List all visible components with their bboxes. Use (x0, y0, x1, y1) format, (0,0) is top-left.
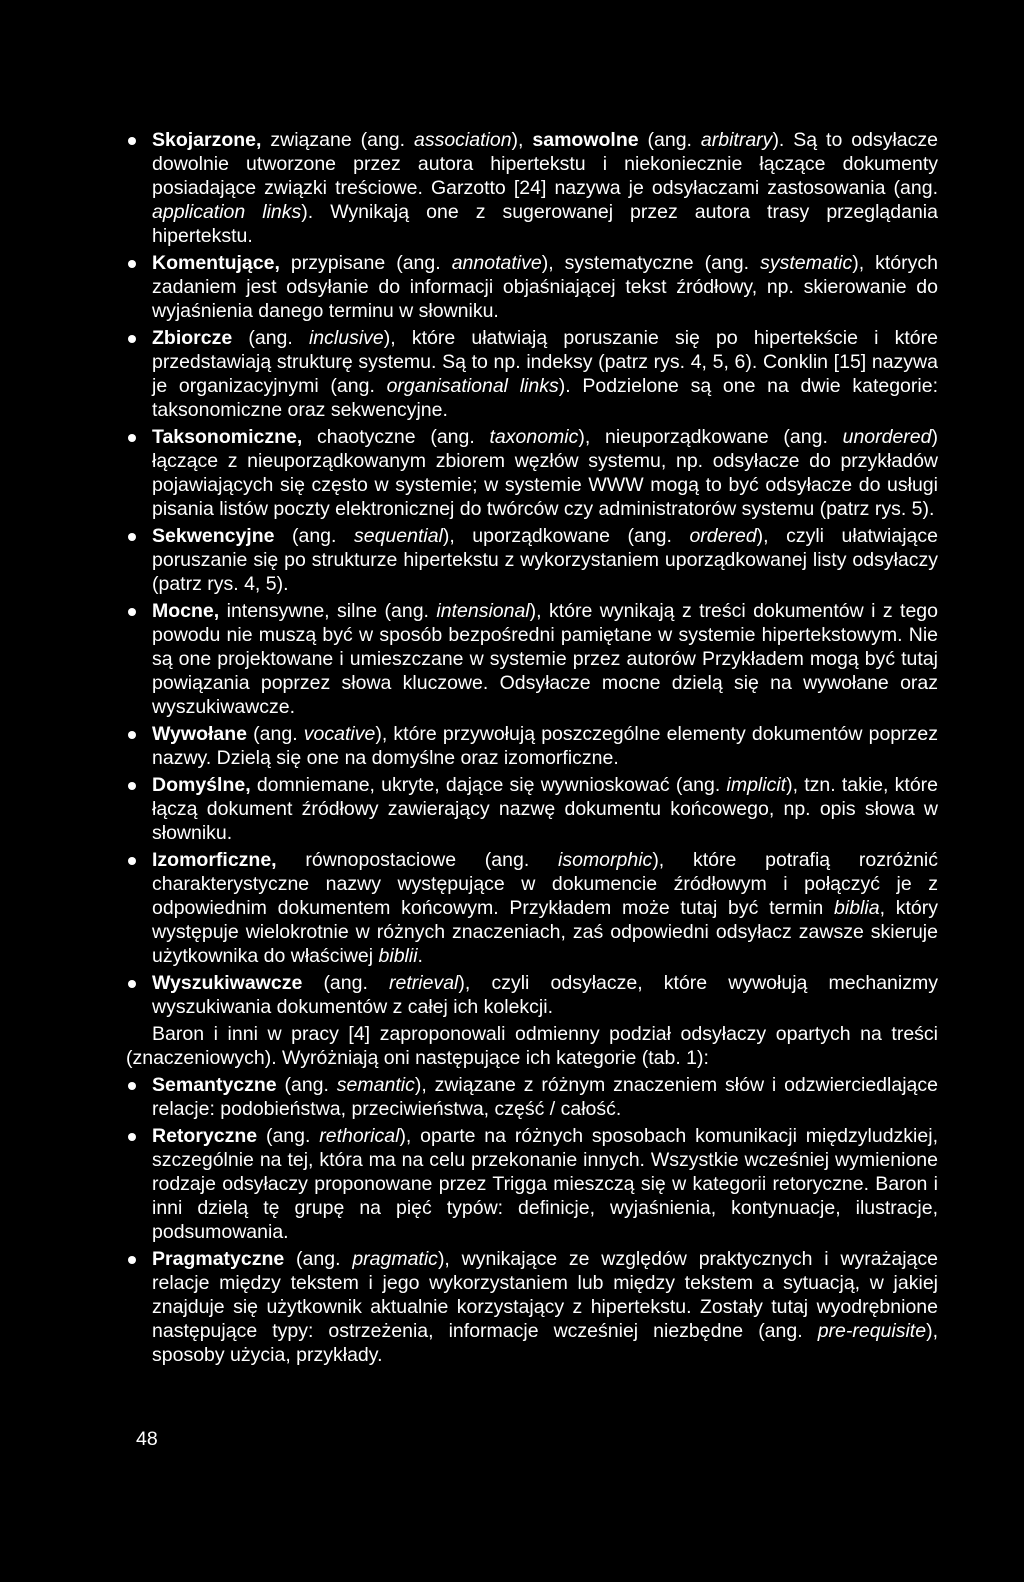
list-item-term: Taksonomiczne, (152, 426, 303, 448)
list-item (126, 773, 938, 845)
list-item-term: samowolne (532, 129, 639, 151)
english-term: arbitrary (700, 129, 773, 151)
list-item-text: ), których zadaniem jest odsyłanie do informacji objaśniającej tekst źródłowy, np. skierowanie do wyjaśnienia danego terminu w słowniku. (152, 252, 938, 322)
list-item-text: związane (ang. (261, 129, 414, 151)
english-term: systematic (760, 252, 853, 274)
list-item-text: chaotyczne (ang. (302, 426, 490, 448)
list-item-text: ), związane z różnym znaczeniem słów i odzwierciedlające relacje: podobieństwa, przeciwieństwa, część / całość. (152, 1074, 938, 1120)
list-item-text: ), nieuporządkowane (ang. (578, 426, 843, 448)
english-term: biblia (834, 897, 880, 919)
list-item (126, 971, 938, 1019)
list-item-text: ), oparte na różnych sposobach komunikacji międzyludzkiej, szczególnie na tej, która ma na celu przekonanie innych. Wszystkie wcześniej wymienione rodzaje odsyłaczy proponowane przez Trigga mieszczą się w kategorii retoryczne. Baron i inni dzielą tę grupę na pięć typów: definicje, wyjaśnienia, kontynuacje, ilustracje, podsumowania. (152, 1125, 938, 1243)
list-item-text: ), czyli ułatwiające poruszanie się po strukturze hipertekstu z wykorzystaniem uporządkowanej listy odsyłaczy (patrz rys. 4, 5). (152, 525, 938, 595)
document-body (126, 128, 938, 1370)
english-term: implicit (726, 774, 787, 796)
list-item (126, 251, 938, 323)
list-item-text: domniemane, ukryte, dające się wywnioskować (ang. (250, 774, 727, 796)
list-item-text: (ang. (257, 1125, 320, 1147)
list-item (126, 848, 938, 968)
list-item (126, 722, 938, 770)
bullet-icon (128, 1256, 136, 1264)
list-item-text: równopostaciowe (ang. (276, 849, 559, 871)
list-item (126, 326, 938, 422)
english-term: vocative (303, 723, 376, 745)
list-item-term: Pragmatyczne (152, 1248, 285, 1270)
list-item-text: ) łączące z nieuporządkowanym zbiorem węzłów systemu, np. odsyłacze do przykładów pojawiających się często w systemie; w systemie WWW mogą to być odsyłacze do usługi pisania listów poczty elektronicznej do twórców czy administratorów systemu (patrz rys. 5). (152, 426, 938, 520)
list-item-text: ), tzn. takie, które łączą dokument źródłowy zawierający nazwę dokumentu końcowego, np. opis słowa w słowniku. (152, 774, 938, 844)
bullet-icon (128, 260, 136, 268)
list-item-text: ), które ułatwiają poruszanie się po hipertekście i które przedstawiają strukturę systemu. Są to np. indeksy (patrz rys. 4, 5, 6). Conklin [15] nazywa je organizacyjnymi (ang. (152, 327, 938, 397)
list-item (126, 128, 938, 248)
list-item-text: przypisane (ang. (279, 252, 452, 274)
list-item-text: ), które przywołują poszczególne elementy dokumentów poprzez nazwy. Dzielą się one na domyślne oraz izomorficzne. (152, 723, 938, 769)
english-term: unordered (842, 426, 932, 448)
bullet-icon (128, 1133, 136, 1141)
english-term: taxonomic (489, 426, 579, 448)
list-item-text: (ang. (302, 972, 390, 994)
bullet-icon (128, 608, 136, 616)
list-item-text: (ang. (638, 129, 701, 151)
list-item-term: Wywołane (152, 723, 247, 745)
list-item-text: ), które potrafią rozróżnić charakterystyczne nazwy występujące w dokumencie źródłowym i połączyć je z odpowiednim dokumentem końcowym. Przykładem może tutaj być termin (152, 849, 938, 919)
english-term: sequential (353, 525, 443, 547)
list-item-term: Semantyczne (152, 1074, 277, 1096)
list-item-text: ), wynikające ze względów praktycznych i wyrażające relacje między tekstem i jego wykorzystaniem lub między tekstem a sytuacją, w jakiej znajduje się użytkownik aktualnie korzystający z hipertekstu. Zostały tutaj wyodrębnione następujące typy: ostrzeżenia, informacje wcześniej niezbędne (ang. (152, 1248, 938, 1342)
english-term: isomorphic (558, 849, 653, 871)
list-item-text: ). Wynikają one z sugerowanej przez autora trasy przeglądania hipertekstu. (152, 201, 938, 247)
english-term: intensional (436, 600, 530, 622)
list-item-text: ), które wynikają z treści dokumentów i z tego powodu nie muszą być w sposób bezpośredni pamiętane w systemie hipertekstowym. Nie są one projektowane i umieszczane w systemie przez autorów Przykładem mogą być tutaj powiązania poprzez słowa kluczowe. Odsyłacze mocne dzielą się na wywołane oraz wyszukiwawcze. (152, 600, 938, 718)
bullet-icon (128, 335, 136, 343)
list-item-text: , który występuje wielokrotnie w różnych znaczeniach, zaś odpowiedni odsyłacz zawsze skieruje użytkownika do właściwej (152, 897, 938, 967)
page-number: 48 (136, 1428, 158, 1450)
list-item (126, 1124, 938, 1244)
list-item-text: ). Podzielone są one na dwie kategorie: taksonomiczne oraz sekwencyjne. (152, 375, 938, 421)
english-term: application links (152, 201, 302, 223)
list-item (126, 599, 938, 719)
list-item-term: Retoryczne (152, 1125, 258, 1147)
list-item-text: intensywne, silne (ang. (219, 600, 437, 622)
english-term: inclusive (308, 327, 384, 349)
english-term: biblii (378, 945, 418, 967)
english-term: organisational links (386, 375, 559, 397)
list-item-term: Skojarzone, (152, 129, 262, 151)
list-item-text: ), uporządkowane (ang. (442, 525, 690, 547)
list-item-text: (ang. (247, 723, 304, 745)
english-term: rethorical (319, 1125, 400, 1147)
list-item-term: Komentujące, (152, 252, 280, 274)
list-item-term: Mocne, (152, 600, 220, 622)
list-item-text: ), (511, 129, 533, 151)
list-item-text: . (417, 945, 423, 967)
bullet-icon (128, 857, 136, 865)
english-term: pre-requisite (817, 1320, 927, 1342)
category-list-2 (126, 1073, 938, 1367)
bullet-icon (128, 533, 136, 541)
list-item-term: Domyślne, (152, 774, 251, 796)
bullet-icon (128, 980, 136, 988)
list-item-text: ), sposoby użycia, przykłady. (152, 1320, 938, 1366)
english-term: retrieval (389, 972, 459, 994)
english-term: ordered (689, 525, 757, 547)
list-item (126, 1247, 938, 1367)
category-list-1 (126, 128, 938, 1019)
list-item-term: Izomorficzne, (152, 849, 277, 871)
bullet-icon (128, 137, 136, 145)
list-item-term: Wyszukiwawcze (152, 972, 303, 994)
list-item (126, 1073, 938, 1121)
english-term: association (413, 129, 512, 151)
intro-paragraph: Baron i inni w pracy [4] zaproponowali odmienny podział odsyłaczy opartych na treści (znaczeniowych). Wyróżniają oni następujące ich kategorie (tab. 1): (126, 1023, 938, 1069)
list-item-term: Zbiorcze (152, 327, 233, 349)
list-item-text: (ang. (232, 327, 309, 349)
list-item (126, 425, 938, 521)
list-item-term: Sekwencyjne (152, 525, 275, 547)
english-term: annotative (451, 252, 542, 274)
list-item-text: ). Są to odsyłacze dowolnie utworzone przez autora hipertekstu i niekoniecznie łączące dokumenty posiadające związki treściowe. Garzotto [24] nazywa je odsyłaczami zastosowania (ang. (152, 129, 938, 199)
bullet-icon (128, 731, 136, 739)
list-item-text: (ang. (284, 1248, 353, 1270)
list-item-text: (ang. (276, 1074, 337, 1096)
bullet-icon (128, 1082, 136, 1090)
bullet-icon (128, 782, 136, 790)
english-term: pragmatic (352, 1248, 438, 1270)
list-item-text: ), czyli odsyłacze, które wywołują mechanizmy wyszukiwania dokumentów z całej ich kolekcji. (152, 972, 938, 1018)
list-item (126, 524, 938, 596)
list-item-text: ), systematyczne (ang. (541, 252, 761, 274)
bullet-icon (128, 434, 136, 442)
list-item-text: (ang. (274, 525, 354, 547)
english-term: semantic (336, 1074, 415, 1096)
